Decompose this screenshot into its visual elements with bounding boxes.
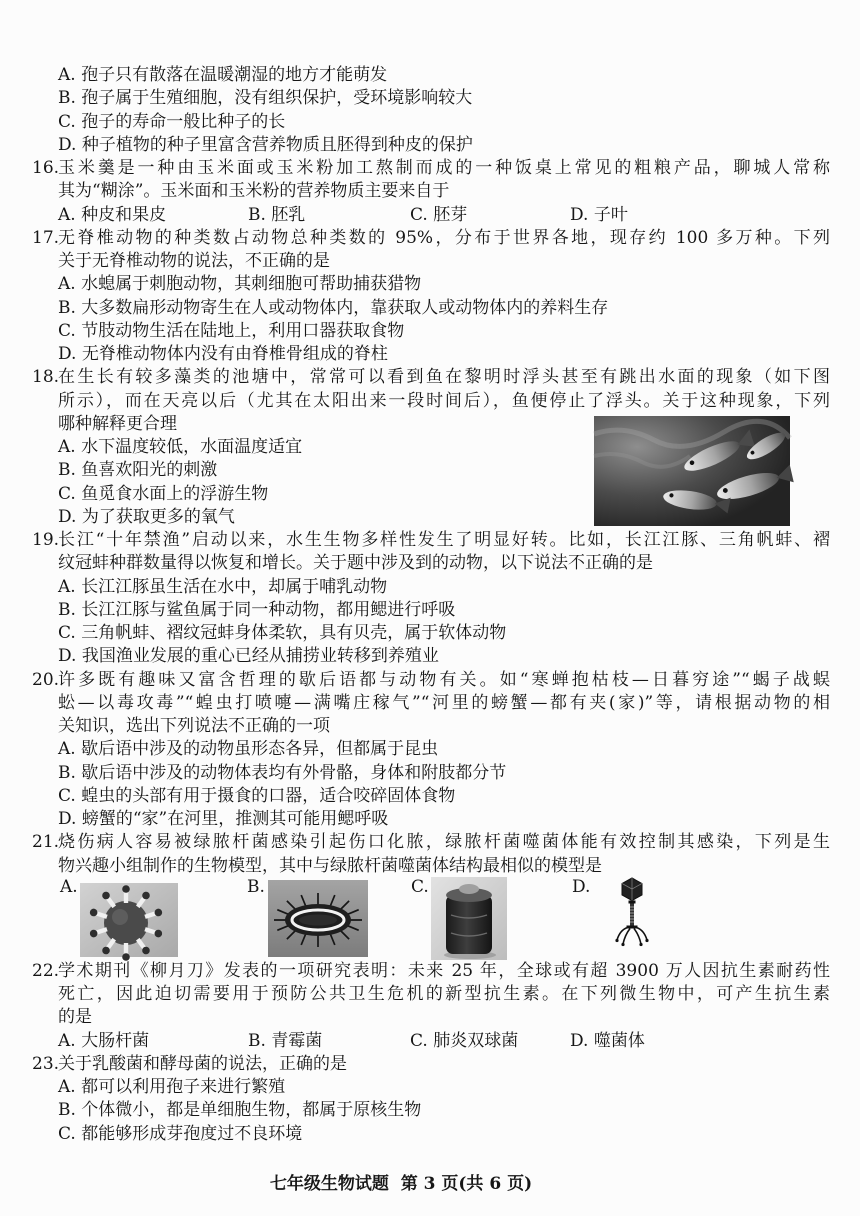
- option-a: A. 水螅属于刺胞动物，其刺细胞可帮助捕获猎物: [58, 274, 422, 295]
- option-a: A. 孢子只有散落在温暖潮湿的地方才能萌发: [58, 65, 388, 85]
- option-b-label: B.: [247, 877, 265, 897]
- stem-text: 物兴趣小组制作的生物模型，其中与绿脓杆菌噬菌体结构最相似的模型是: [58, 855, 602, 876]
- stem-text: 在生长有较多藻类的池塘中，常常可以看到鱼在黎明时浮头甚至有跳出水面的现象（如下图: [58, 367, 830, 388]
- option-b: B. 鱼喜欢阳光的刺激: [58, 460, 218, 481]
- option-b: B. 歇后语中涉及的动物体表均有外骨骼，身体和附肢都分节: [58, 762, 507, 783]
- question-17-stem: [32, 227, 830, 250]
- option-d: D. 我国渔业发展的重心已经从捕捞业转移到养殖业: [58, 646, 439, 667]
- option-d: D. 子叶: [570, 204, 628, 225]
- option-c: C. 都能够形成芽孢度过不良环境: [58, 1123, 303, 1144]
- option-b: B. 孢子属于生殖细胞，没有组织保护，受环境影响较大: [58, 88, 473, 109]
- option-a: A. 大肠杆菌: [58, 1030, 150, 1051]
- option-a: A. 水下温度较低，水面温度适宜: [58, 437, 303, 457]
- question-number: 23.: [32, 1053, 60, 1074]
- question-number: 16.: [32, 158, 60, 178]
- question-number: 18.: [32, 367, 60, 388]
- stem-text: 长江“十年禁渔”启动以来，水生生物多样性发生了明显好转。比如，长江江豚、三角帆蚌、褶: [58, 530, 830, 550]
- question-16-stem: [32, 157, 830, 180]
- stem-text: 所示），而在天亮以后（尤其在太阳出来一段时间后），鱼便停止了浮头。关于这种现象，下列: [58, 390, 830, 411]
- stem-text: 的是: [58, 1007, 92, 1028]
- option-a: A. 长江江豚虽生活在水中，却属于哺乳动物: [58, 576, 388, 597]
- stem-text: 蚣—以毒攻毒”“蝗虫打喷嚏—满嘴庄稼气”“河里的螃蟹—都有夹(家)”等，请根据动物的相: [58, 692, 830, 713]
- stem-text: 无脊椎动物的种类数占动物总种类数的 95%，分布于世界各地，现存约 100 多万种。下列: [58, 227, 830, 248]
- stem-text: 关于乳酸菌和酵母菌的说法，正确的是: [58, 1053, 347, 1074]
- question-21-stem: [32, 831, 830, 854]
- option-c: C. 胚芽: [410, 204, 468, 225]
- option-c: C. 肺炎双球菌: [410, 1030, 519, 1051]
- option-c-label: C.: [411, 877, 429, 897]
- option-a: A. 歇后语中涉及的动物虽形态各异，但都属于昆虫: [58, 739, 439, 760]
- question-number: 20.: [32, 669, 60, 690]
- stem-text: 纹冠蚌种群数量得以恢复和增长。关于题中涉及到的动物，以下说法不正确的是: [58, 553, 653, 574]
- model-a-image: [80, 883, 178, 957]
- question-number: 17.: [32, 227, 60, 248]
- option-b: B. 大多数扁形动物寄生在人或动物体内，靠获取人或动物体内的养料生存: [58, 297, 609, 318]
- question-list: [0, 64, 860, 1146]
- option-d-label: D.: [572, 877, 591, 897]
- option-a: A. 种皮和果皮: [58, 204, 167, 225]
- option-a-label: A.: [60, 877, 78, 897]
- stem-text: 关知识，选出下列说法不正确的一项: [58, 716, 330, 736]
- stem-text: 烧伤病人容易被绿脓杆菌感染引起伤口化脓，绿脓杆菌噬菌体能有效控制其感染，下列是生: [58, 832, 830, 853]
- option-c: C. 蝗虫的头部有用于摄食的口器，适合咬碎固体食物: [58, 785, 456, 806]
- stem-text: 其为“糊涂”。玉米面和玉米粉的营养物质主要来自于: [58, 181, 450, 202]
- model-c-image: [431, 877, 507, 960]
- question-16-options: [58, 204, 830, 227]
- page-footer: 七年级生物试题 第 3 页(共 6 页): [269, 1174, 533, 1194]
- question-22-stem: [32, 960, 830, 983]
- fish-photo: [594, 416, 790, 526]
- question-number: 21.: [32, 832, 60, 853]
- question-20-stem: [32, 669, 830, 692]
- question-number: 22.: [32, 960, 60, 981]
- stem-text: 死亡，因此迫切需要用于预防公共卫生危机的新型抗生素。在下列微生物中，可产生抗生素: [58, 984, 830, 1005]
- option-d: D. 种子植物的种子里富含营养物质且胚得到种皮的保护: [58, 134, 473, 155]
- option-b: B. 个体微小，都是单细胞生物，都属于原核生物: [58, 1100, 422, 1121]
- option-c: C. 鱼觅食水面上的浮游生物: [58, 483, 269, 504]
- option-b: B. 胚乳: [248, 204, 306, 225]
- model-d-image: [612, 876, 652, 950]
- option-a: A. 都可以利用孢子来进行繁殖: [58, 1077, 286, 1098]
- option-c: C. 三角帆蚌、褶纹冠蚌身体柔软，具有贝壳，属于软体动物: [58, 623, 507, 643]
- stem-text: 学术期刊《柳月刀》发表的一项研究表明：未来 25 年，全球或有超 3900 万人因抗生素耐药性: [58, 960, 830, 981]
- option-d: D. 无脊椎动物体内没有由脊椎骨组成的脊柱: [58, 344, 388, 364]
- option-b: B. 长江江豚与鲨鱼属于同一种动物，都用鳃进行呼吸: [58, 599, 456, 620]
- option-c: C. 节肢动物生活在陆地上，利用口器获取食物: [58, 320, 405, 341]
- option-d: D. 为了获取更多的氧气: [58, 506, 235, 527]
- stem-text: 哪种解释更合理: [58, 413, 177, 434]
- question-22-options: [58, 1030, 830, 1053]
- stem-text: 关于无脊椎动物的说法，不正确的是: [58, 251, 330, 271]
- question-number: 19.: [32, 530, 60, 550]
- option-c: C. 孢子的寿命一般比种子的长: [58, 111, 286, 132]
- question-19-stem: [32, 529, 830, 552]
- option-b: B. 青霉菌: [248, 1030, 323, 1051]
- stem-text: 许多既有趣味又富含哲理的歇后语都与动物有关。如“寒蝉抱枯枝—日暮穷途”“蝎子战蜈: [58, 669, 830, 690]
- question-23-stem: [32, 1053, 830, 1076]
- stem-text: 玉米羹是一种由玉米面或玉米粉加工熬制而成的一种饭桌上常见的粗粮产品，聊城人常称: [58, 158, 830, 178]
- option-d: D. 噬菌体: [570, 1030, 645, 1051]
- model-b-image: [268, 880, 368, 957]
- option-d: D. 螃蟹的“家”在河里，推测其可能用鳃呼吸: [58, 809, 389, 829]
- question-18-stem: [32, 366, 830, 389]
